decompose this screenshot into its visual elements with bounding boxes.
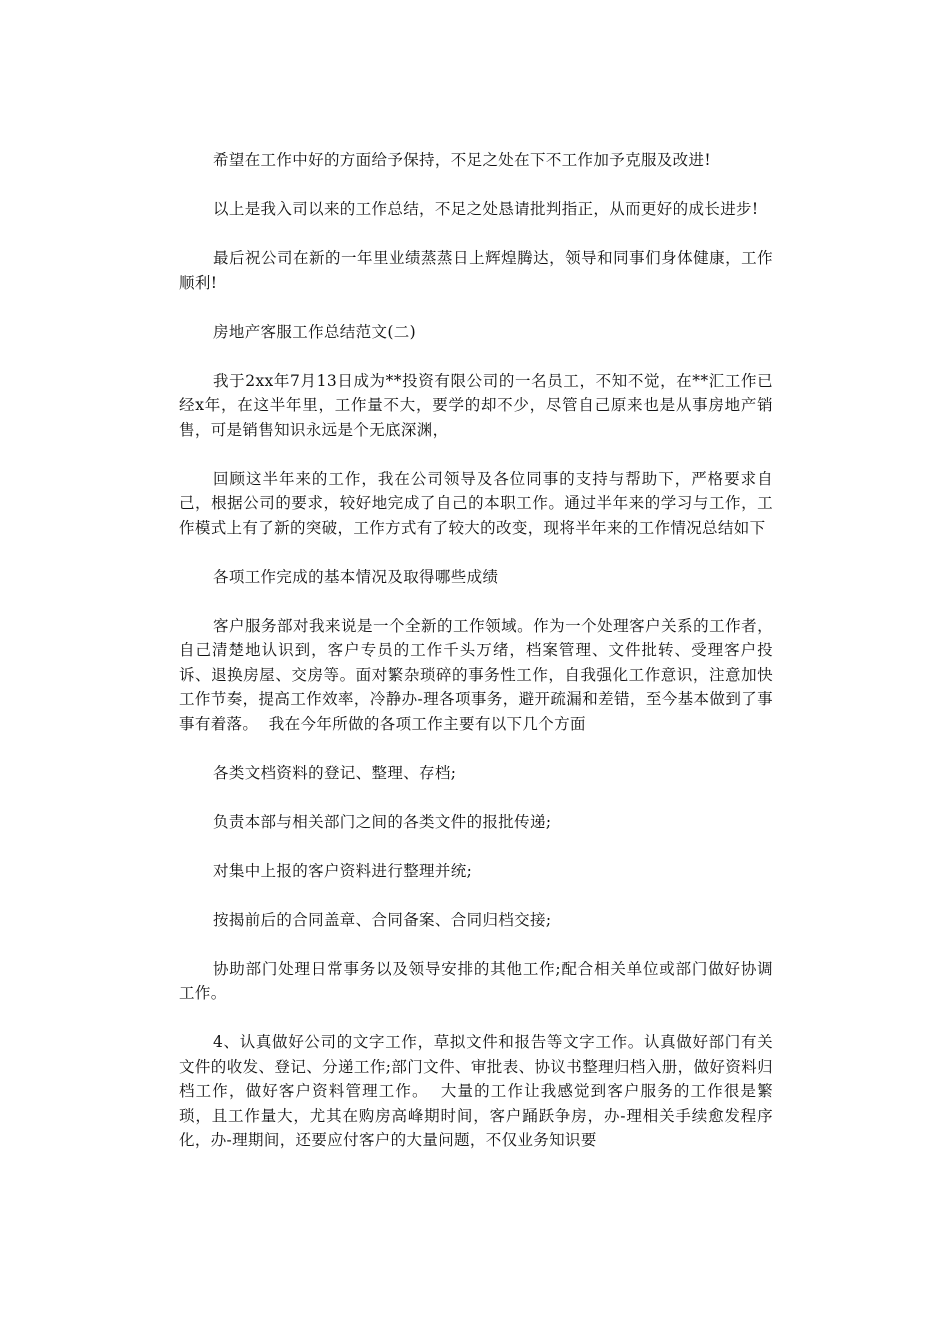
paragraph: 回顾这半年来的工作，我在公司领导及各位同事的支持与帮助下，严格要求自己，根据公司的要求，较好地完成了自己的本职工作。通过半年来的学习与工作，工作模式上有了新的突破，工作方式有了较大的改变，现将半年来的工作情况总结如下 xyxy=(179,469,773,537)
paragraph: 4、认真做好公司的文字工作，草拟文件和报告等文字工作。认真做好部门有关文件的收发、登记、分递工作;部门文件、审批表、协议书整理归档入册，做好资料归档工作，做好客户资料管理工作。 大量的工作让我感觉到客户服务的工作很是繁琐，且工作量大，尤其在购房高峰期时间，客户踊跃争房，办-理相关手续愈发程序化，办-理期间，还要应付客户的大量问题，不仅业务知识要 xyxy=(179,1033,773,1149)
list-item: 对集中上报的客户资料进行整理并统; xyxy=(213,861,473,880)
paragraph: 客户服务部对我来说是一个全新的工作领域。作为一个处理客户关系的工作者，自己清楚地认识到，客户专员的工作千头万绪，档案管理、文件批转、受理客户投诉、退换房屋、交房等。面对繁杂琐碎的事务性工作，自我强化工作意识，注意加快工作节奏，提高工作效率，冷静办-理各项事务，避开疏漏和差错，至今基本做到了事事有着落。 我在今年所做的各项工作主要有以下几个方面 xyxy=(179,616,773,733)
document-body xyxy=(179,148,773,1177)
list-item: 负责本部与相关部门之间的各类文件的报批传递; xyxy=(213,812,552,831)
list-item: 协助部门处理日常事务以及领导安排的其他工作;配合相关单位或部门做好协调工作。 xyxy=(179,959,773,1002)
list-item: 按揭前后的合同盖章、合同备案、合同归档交接; xyxy=(213,910,552,929)
paragraph: 以上是我入司以来的工作总结，不足之处恳请批判指正，从而更好的成长进步! xyxy=(213,200,759,218)
section-heading: 房地产客服工作总结范文(二) xyxy=(213,322,416,341)
section-heading: 各项工作完成的基本情况及取得哪些成绩 xyxy=(213,567,499,586)
paragraph: 最后祝公司在新的一年里业绩蒸蒸日上辉煌腾达，领导和同事们身体健康，工作顺利! xyxy=(179,249,773,292)
paragraph: 我于2xx年7月13日成为**投资有限公司的一名员工，不知不觉，在**汇工作已经x年，在这半年里，工作量不大，要学的却不少，尽管自己原来也是从事房地产销售，可是销售知识永远是个无底深渊， xyxy=(179,371,773,439)
list-item: 各类文档资料的登记、整理、存档; xyxy=(213,763,457,782)
paragraph: 希望在工作中好的方面给予保持，不足之处在下不工作加予克服及改进! xyxy=(213,151,711,169)
